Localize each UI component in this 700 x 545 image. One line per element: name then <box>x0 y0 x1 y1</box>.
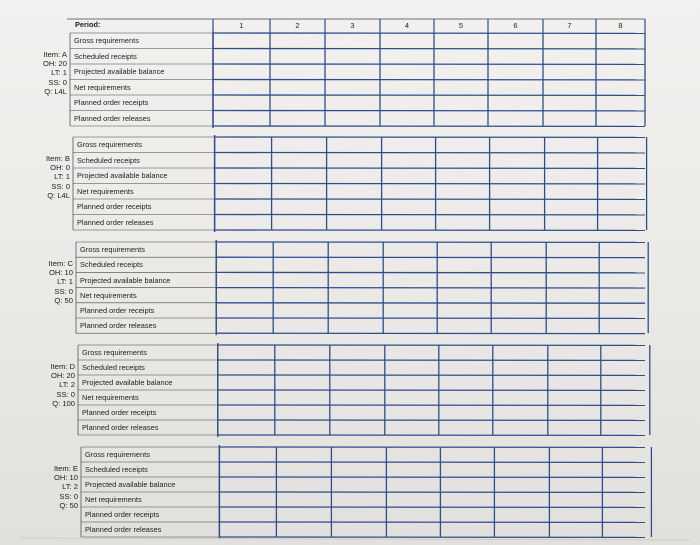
item-lt-3: LT: 2 <box>59 380 75 390</box>
period-number-1: 1 <box>239 21 244 30</box>
item-q-0: Q: L4L <box>44 86 67 96</box>
row-label-1-5: Planned order releases <box>77 217 154 227</box>
item-q-2: Q: 50 <box>54 295 73 305</box>
item-q-3: Q: 100 <box>52 398 75 408</box>
row-label-0-3: Net requirements <box>74 82 131 92</box>
period-label: Period: <box>75 20 101 29</box>
item-ss-1: SS: 0 <box>51 181 70 191</box>
period-number-2: 2 <box>295 21 300 30</box>
row-label-4-1: Scheduled receipts <box>85 465 148 475</box>
item-ss-4: SS: 0 <box>59 491 78 501</box>
item-oh-2: OH: 10 <box>48 268 73 278</box>
item-name-3: Item: D <box>50 362 75 371</box>
row-label-4-4: Planned order receipts <box>85 510 160 520</box>
row-label-3-4: Planned order receipts <box>82 408 157 418</box>
row-label-3-1: Scheduled receipts <box>82 363 145 373</box>
row-label-1-4: Planned order receipts <box>77 202 152 212</box>
item-lt-0: LT: 1 <box>51 68 67 78</box>
row-label-3-5: Planned order releases <box>82 423 159 433</box>
item-oh-0: OH: 20 <box>42 59 67 69</box>
row-label-4-2: Projected available balance <box>85 480 176 490</box>
row-label-4-0: Gross requirements <box>85 450 150 460</box>
page-bottom-shade <box>20 538 690 540</box>
row-label-1-2: Projected available balance <box>77 171 168 181</box>
item-lt-2: LT: 1 <box>57 277 73 287</box>
row-label-1-0: Gross requirements <box>77 140 142 150</box>
period-number-3: 3 <box>350 21 355 30</box>
item-ss-0: SS: 0 <box>48 77 67 87</box>
item-lt-1: LT: 1 <box>54 172 70 182</box>
item-name-1: Item: B <box>45 154 70 163</box>
row-label-4-3: Net requirements <box>85 495 142 505</box>
row-label-3-2: Projected available balance <box>82 378 173 388</box>
period-number-8: 8 <box>618 21 623 30</box>
period-number-6: 6 <box>513 21 518 30</box>
item-parameters-1 <box>28 155 70 201</box>
item-oh-3: OH: 20 <box>50 371 75 381</box>
row-label-2-1: Scheduled receipts <box>80 260 143 270</box>
row-label-4-5: Planned order releases <box>85 525 162 535</box>
row-label-1-1: Scheduled receipts <box>77 155 140 165</box>
item-q-4: Q: 50 <box>59 500 78 510</box>
item-ss-2: SS: 0 <box>54 286 73 296</box>
row-label-2-2: Projected available balance <box>80 275 171 285</box>
item-q-1: Q: L4L <box>47 190 70 200</box>
row-label-2-5: Planned order releases <box>80 321 157 331</box>
period-number-7: 7 <box>567 21 572 30</box>
row-label-0-5: Planned order releases <box>74 113 151 123</box>
item-parameters-4 <box>36 465 78 511</box>
item-name-2: Item: C <box>48 259 73 268</box>
item-lt-4: LT: 2 <box>62 482 78 492</box>
item-parameters-3 <box>33 363 75 409</box>
row-label-0-0: Gross requirements <box>74 36 139 46</box>
row-label-2-0: Gross requirements <box>80 245 145 255</box>
item-name-4: Item: E <box>53 464 78 473</box>
item-name-0: Item: A <box>43 50 67 59</box>
row-label-2-3: Net requirements <box>80 290 137 300</box>
period-number-4: 4 <box>404 21 410 30</box>
row-label-3-3: Net requirements <box>82 393 139 403</box>
item-ss-3: SS: 0 <box>56 389 75 399</box>
row-label-3-0: Gross requirements <box>82 348 147 358</box>
item-oh-4: OH: 10 <box>53 473 78 483</box>
row-label-1-3: Net requirements <box>77 186 134 196</box>
row-label-0-2: Projected available balance <box>74 67 165 77</box>
item-oh-1: OH: 0 <box>50 163 70 173</box>
row-label-0-4: Planned order receipts <box>74 98 149 108</box>
row-label-2-4: Planned order receipts <box>80 306 155 315</box>
row-label-0-1: Scheduled receipts <box>74 51 137 61</box>
item-parameters-0 <box>25 51 67 97</box>
period-number-5: 5 <box>458 21 464 30</box>
item-parameters-2 <box>31 260 73 306</box>
